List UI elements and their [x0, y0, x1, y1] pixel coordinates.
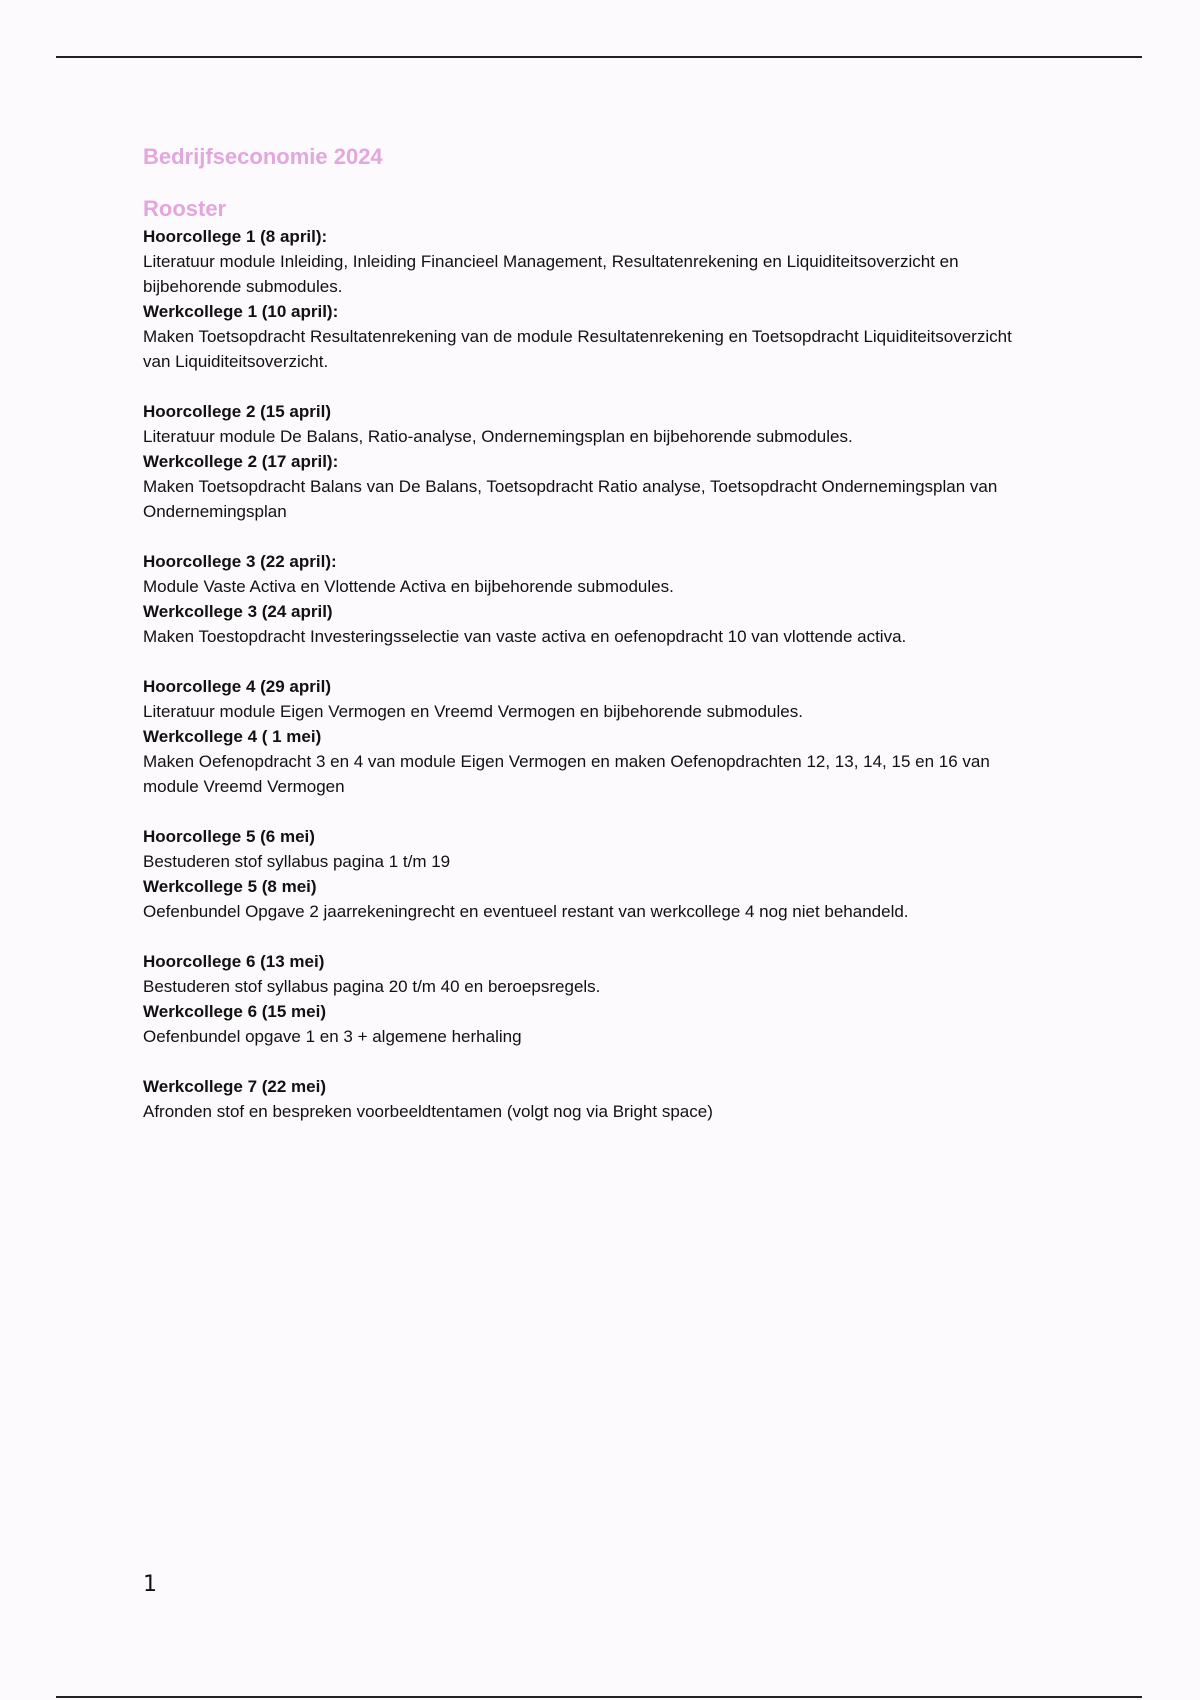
lecture-heading: Hoorcollege 5 (6 mei) — [143, 827, 315, 846]
session-block-2 — [143, 399, 1043, 524]
workshop-description: Oefenbundel Opgave 2 jaarrekeningrecht en eventueel restant van werkcollege 4 nog niet behandeld. — [143, 902, 909, 921]
lecture-description: Bestuderen stof syllabus pagina 1 t/m 19 — [143, 852, 451, 871]
lecture-heading: Hoorcollege 6 (13 mei) — [143, 952, 325, 971]
workshop-heading: Werkcollege 3 (24 april) — [143, 602, 333, 621]
document-body — [143, 142, 1043, 1124]
session-block-7 — [143, 1074, 1043, 1124]
session-block-5 — [143, 824, 1043, 924]
footer-rule — [56, 1696, 1142, 1698]
session-block-3 — [143, 549, 1043, 649]
lecture-description: Literatuur module De Balans, Ratio-analyse, Ondernemingsplan en bijbehorende submodules. — [143, 427, 853, 446]
lecture-description: Literatuur module Eigen Vermogen en Vreemd Vermogen en bijbehorende submodules. — [143, 702, 803, 721]
workshop-heading: Werkcollege 5 (8 mei) — [143, 877, 317, 896]
workshop-heading: Werkcollege 1 (10 april): — [143, 302, 339, 321]
workshop-heading: Werkcollege 2 (17 april): — [143, 452, 339, 471]
workshop-heading: Werkcollege 7 (22 mei) — [143, 1077, 326, 1096]
workshop-description: Afronden stof en bespreken voorbeeldtentamen (volgt nog via Bright space) — [143, 1102, 713, 1121]
lecture-heading: Hoorcollege 1 (8 april): — [143, 227, 328, 246]
session-block-1 — [143, 224, 1043, 374]
lecture-heading: Hoorcollege 4 (29 april) — [143, 677, 331, 696]
section-title-rooster: Rooster — [143, 196, 227, 221]
workshop-description: Maken Toestopdracht Investeringsselectie van vaste activa en oefenopdracht 10 van vlottende activa. — [143, 627, 907, 646]
header-rule — [56, 56, 1142, 58]
workshop-heading: Werkcollege 4 ( 1 mei) — [143, 727, 322, 746]
workshop-description: Maken Toetsopdracht Resultatenrekening van de module Resultatenrekening en Toetsopdracht Liquiditeitsoverzicht van Liquiditeitsoverzicht. — [143, 327, 1012, 371]
lecture-heading: Hoorcollege 2 (15 april) — [143, 402, 331, 421]
workshop-description: Maken Toetsopdracht Balans van De Balans, Toetsopdracht Ratio analyse, Toetsopdracht Ondernemingsplan van Ondernemingsplan — [143, 477, 998, 521]
session-block-4 — [143, 674, 1043, 799]
lecture-description: Module Vaste Activa en Vlottende Activa en bijbehorende submodules. — [143, 577, 674, 596]
workshop-heading: Werkcollege 6 (15 mei) — [143, 1002, 326, 1021]
workshop-description: Oefenbundel opgave 1 en 3 + algemene herhaling — [143, 1027, 522, 1046]
lecture-heading: Hoorcollege 3 (22 april): — [143, 552, 337, 571]
page-number: 1 — [143, 1572, 157, 1597]
document-title: Bedrijfseconomie 2024 — [143, 144, 383, 169]
session-block-6 — [143, 949, 1043, 1049]
workshop-description: Maken Oefenopdracht 3 en 4 van module Eigen Vermogen en maken Oefenopdrachten 12, 13, 14, 15 en 16 van module Vreemd Vermogen — [143, 752, 990, 796]
lecture-description: Literatuur module Inleiding, Inleiding Financieel Management, Resultatenrekening en Liquiditeitsoverzicht en bijbehorende submodules. — [143, 252, 959, 296]
lecture-description: Bestuderen stof syllabus pagina 20 t/m 40 en beroepsregels. — [143, 977, 601, 996]
